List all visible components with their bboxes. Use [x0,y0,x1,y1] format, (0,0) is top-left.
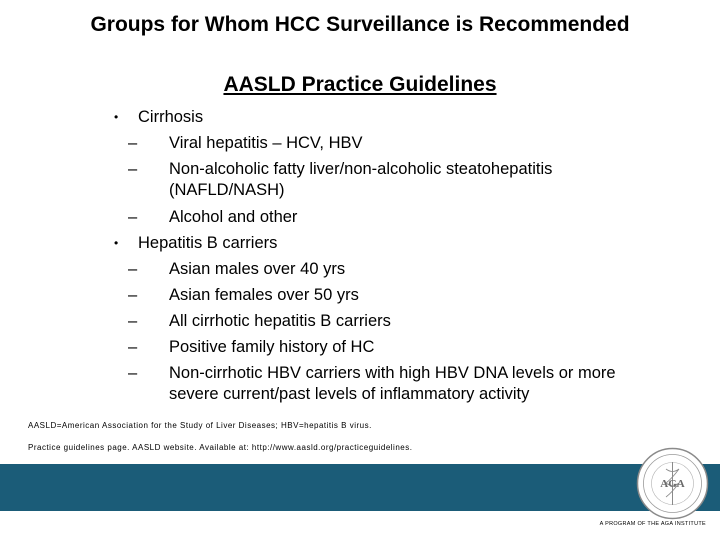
bullet-dot: • [114,236,119,250]
dash-marker: – [128,364,138,382]
slide-subtitle: AASLD Practice Guidelines [223,73,497,96]
dash-marker: – [128,338,138,356]
sub-item-text: Alcohol and other [169,208,298,226]
footer-band [0,464,720,511]
dash-marker: – [128,134,138,152]
dash-marker: – [128,208,138,226]
dash-marker: – [128,286,138,304]
footnote-abbreviations: AASLD=American Association for the Study of Liver Diseases; HBV=hepatitis B virus. [28,421,372,430]
sub-item-text: Non-cirrhotic HBV carriers with high HBV DNA levels or more severe current/past levels of inflammatory activity [169,364,616,403]
sub-item-text: Asian males over 40 yrs [169,260,346,278]
footer-tagline: A PROGRAM OF THE AGA INSTITUTE [599,521,706,527]
slide-title: Groups for Whom HCC Surveillance is Recommended [90,13,630,36]
bullet-dot: • [114,110,119,124]
footnote-reference: Practice guidelines page. AASLD website. Available at: http://www.aasld.org/practiceguidelines. [28,443,413,452]
sub-item-text: Asian females over 50 yrs [169,286,359,304]
dash-marker: – [128,260,138,278]
bullet-label: Hepatitis B carriers [138,234,278,252]
sub-item-text: Viral hepatitis – HCV, HBV [169,134,363,152]
seal-text: AGA [660,478,685,490]
bullet-label: Cirrhosis [138,108,204,126]
sub-item-text: Non-alcoholic fatty liver/non-alcoholic steatohepatitis (NAFLD/NASH) [169,160,553,199]
dash-marker: – [128,312,138,330]
sub-item-text: All cirrhotic hepatitis B carriers [169,312,391,330]
sub-item-text: Positive family history of HC [169,338,375,356]
aga-seal-logo [636,447,709,520]
dash-marker: – [128,160,138,178]
